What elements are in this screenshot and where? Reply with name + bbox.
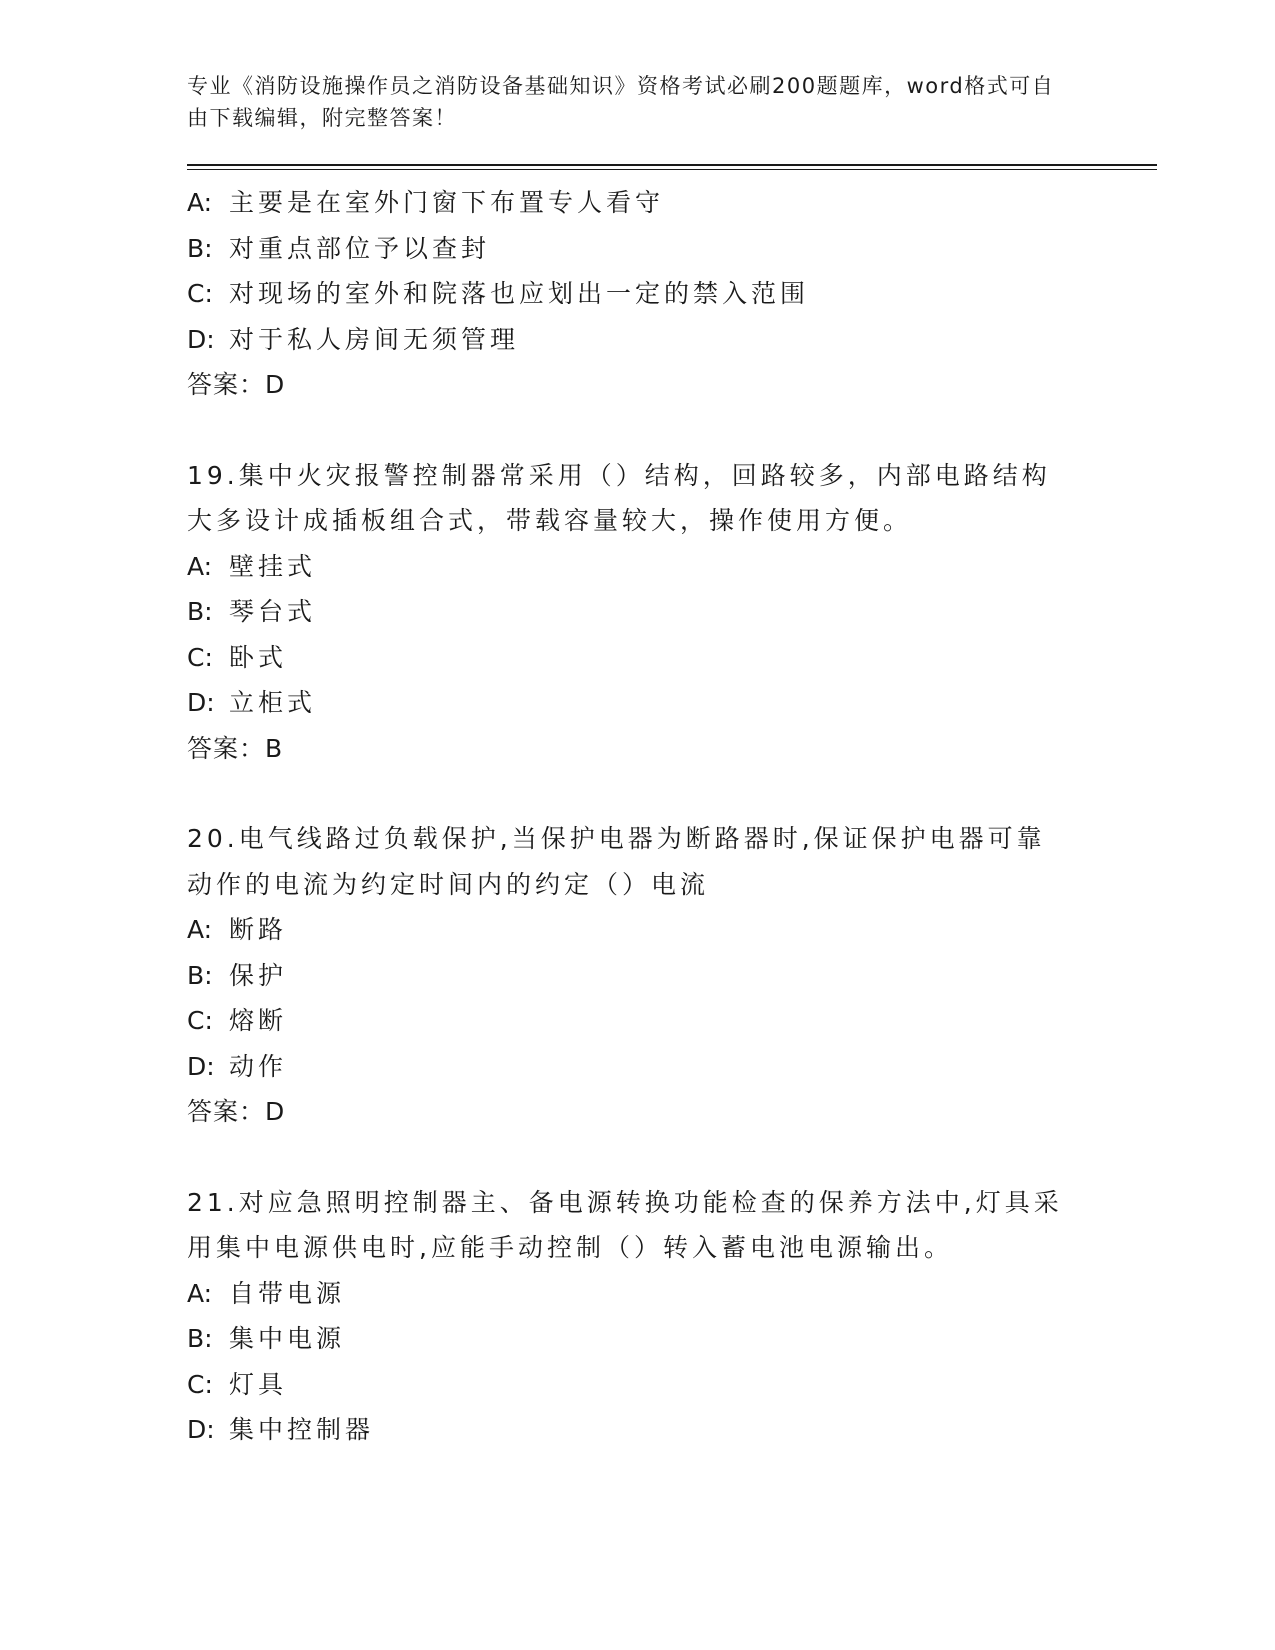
option-letter: B:	[187, 960, 213, 990]
option-a	[187, 907, 1157, 953]
option-a	[187, 544, 1157, 590]
option-b	[187, 953, 1157, 999]
option-letter: C:	[187, 1006, 213, 1035]
document-body	[187, 180, 1157, 1453]
option-letter: A:	[187, 915, 213, 944]
option-letter: C:	[187, 642, 213, 672]
option-text: 对现场的室外和院落也应划出一定的禁入范围	[229, 279, 810, 308]
option-d	[187, 1407, 1157, 1453]
answer-line: 答案：D	[187, 1097, 286, 1126]
option-letter: B:	[187, 1324, 213, 1353]
option-letter: D:	[187, 324, 215, 354]
option-d	[187, 1044, 1157, 1090]
option-text: 集中电源	[229, 1324, 346, 1353]
option-text: 动作	[229, 1051, 288, 1081]
option-text: 熔断	[229, 1006, 288, 1035]
option-text: 立柜式	[229, 688, 317, 717]
option-text: 保护	[229, 960, 288, 990]
option-letter: C:	[187, 1369, 213, 1399]
option-letter: D:	[187, 1051, 215, 1081]
option-letter: D:	[187, 1415, 215, 1444]
option-text: 卧式	[229, 642, 288, 672]
option-letter: B:	[187, 597, 213, 626]
option-b	[187, 589, 1157, 635]
option-text: 自带电源	[229, 1278, 346, 1308]
option-c	[187, 1362, 1157, 1408]
option-c	[187, 998, 1157, 1044]
answer-line: 答案：B	[187, 733, 284, 763]
option-c	[187, 271, 1157, 317]
option-c	[187, 635, 1157, 681]
question-19	[187, 453, 1157, 772]
option-letter: A:	[187, 188, 213, 217]
option-a	[187, 1271, 1157, 1317]
document-page	[187, 70, 1157, 1453]
answer-line: 答案：D	[187, 370, 286, 399]
option-b	[187, 226, 1157, 272]
question-18-options	[187, 180, 1157, 408]
question-21	[187, 1180, 1157, 1453]
option-text: 壁挂式	[229, 551, 317, 581]
option-letter: C:	[187, 279, 213, 308]
option-text: 集中控制器	[229, 1415, 375, 1444]
header-divider	[187, 164, 1157, 166]
option-d	[187, 317, 1157, 363]
option-text: 琴台式	[229, 597, 317, 626]
question-20	[187, 816, 1157, 1135]
question-stem: 20.电气线路过负载保护,当保护电器为断路器时,保证保护电器可靠动作的电流为约定时间内的约定（）电流	[187, 824, 1046, 899]
option-letter: D:	[187, 688, 215, 717]
question-stem: 19.集中火灾报警控制器常采用（）结构，回路较多，内部电路结构大多设计成插板组合式，带载容量较大，操作使用方便。	[187, 460, 1051, 535]
option-text: 断路	[229, 915, 288, 944]
option-text: 主要是在室外门窗下布置专人看守	[229, 188, 665, 217]
question-stem: 21.对应急照明控制器主、备电源转换功能检查的保养方法中,灯具采用集中电源供电时,应能手动控制（）转入蓄电池电源输出。	[187, 1187, 1063, 1262]
option-d	[187, 680, 1157, 726]
option-letter: A:	[187, 1278, 213, 1308]
option-text: 对于私人房间无须管理	[229, 324, 520, 354]
option-letter: A:	[187, 551, 213, 581]
option-a	[187, 180, 1157, 226]
option-letter: B:	[187, 233, 213, 263]
option-b	[187, 1316, 1157, 1362]
option-text: 灯具	[229, 1369, 288, 1399]
option-text: 对重点部位予以查封	[229, 233, 491, 263]
document-header: 专业《消防设施操作员之消防设备基础知识》资格考试必刷200题题库，word格式可自由下载编辑，附完整答案！	[187, 74, 1055, 130]
